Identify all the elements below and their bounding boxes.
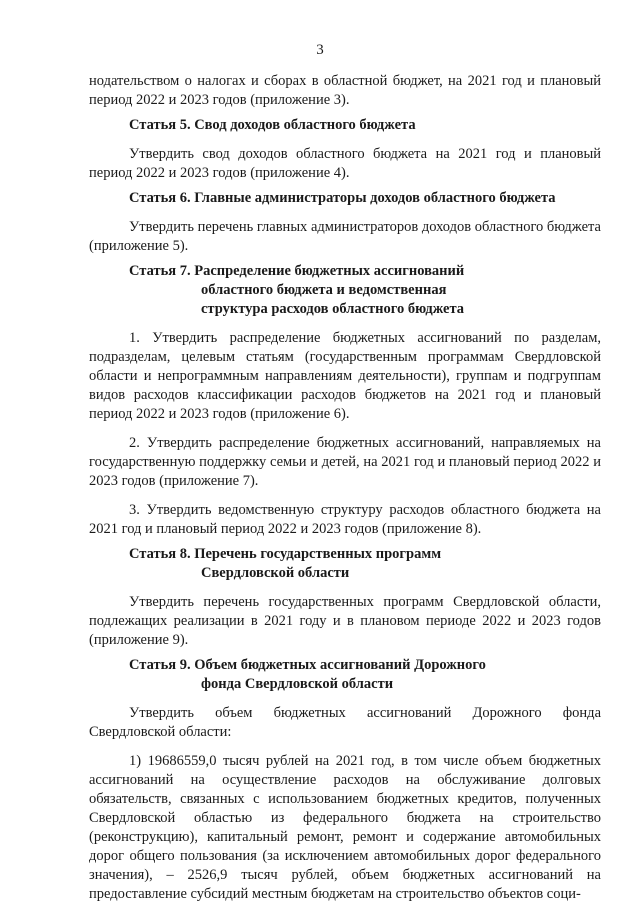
article-9-heading-line-1: Статья 9. Объем бюджетных ассигнований Дорожного bbox=[129, 657, 486, 673]
article-8-heading bbox=[129, 545, 601, 583]
article-6-heading-line-1: Статья 6. Главные администраторы доходов областного бюджета bbox=[129, 190, 556, 206]
page-number: 3 bbox=[316, 42, 324, 58]
document-body bbox=[89, 72, 601, 904]
article-8-heading-line-1: Статья 8. Перечень государственных программ bbox=[129, 546, 442, 562]
article-6-paragraph: Утвердить перечень главных администраторов доходов областного бюджета (приложение 5). bbox=[89, 219, 601, 254]
article-9-paragraph-1: Утвердить объем бюджетных ассигнований Дорожного фонда Свердловской области: bbox=[89, 705, 601, 740]
article-7-paragraph-3: 3. Утвердить ведомственную структуру расходов областного бюджета на 2021 год и плановый период 2022 и 2023 годов (приложение 8). bbox=[89, 502, 601, 537]
article-6-heading bbox=[129, 189, 601, 208]
article-7-heading bbox=[129, 262, 601, 319]
article-8-heading-line-2: Свердловской области bbox=[201, 565, 350, 581]
continuation-paragraph: нодательством о налогах и сборах в областной бюджет, на 2021 год и плановый период 2022 и 2023 годов (приложение 3). bbox=[89, 73, 601, 108]
article-5-heading-line-1: Статья 5. Свод доходов областного бюджета bbox=[129, 117, 416, 133]
article-9-heading-line-2: фонда Свердловской области bbox=[201, 676, 394, 692]
article-7-heading-line-3: структура расходов областного бюджета bbox=[201, 301, 465, 317]
article-7-paragraph-2: 2. Утвердить распределение бюджетных ассигнований, направляемых на государственную поддержку семьи и детей, на 2021 год и плановый период 2022 и 2023 годов (приложение 7). bbox=[89, 435, 601, 489]
article-5-paragraph: Утвердить свод доходов областного бюджета на 2021 год и плановый период 2022 и 2023 годов (приложение 4). bbox=[89, 146, 601, 181]
article-7-paragraph-1: 1. Утвердить распределение бюджетных ассигнований по разделам, подразделам, целевым статьям (государственным программам Свердловской области и непрограммным направлениям деятельности), группам и подгруппам видов расходов классификации расходов бюджетов на 2021 год и плановый период 2022 и 2023 годов (приложение 6). bbox=[89, 330, 601, 422]
article-9-paragraph-2: 1) 19686559,0 тысяч рублей на 2021 год, в том числе объем бюджетных ассигнований на осуществление расходов на обслуживание долговых обязательств, связанных с использованием бюджетных кредитов, полученных Свердловской областью из федерального бюджета на строительство (реконструкцию), капитальный ремонт, ремонт и содержание автомобильных дорог общего пользования (за исключением автомобильных дорог федерального значения), – 2526,9 тысяч рублей, объем бюджетных ассигнований на предоставление субсидий местным бюджетам на строительство объектов соци- bbox=[89, 753, 601, 902]
article-5-heading bbox=[129, 116, 601, 135]
article-8-paragraph: Утвердить перечень государственных программ Свердловской области, подлежащих реализации в 2021 году и в плановом периоде 2022 и 2023 годов (приложение 9). bbox=[89, 594, 601, 648]
article-9-heading bbox=[129, 656, 601, 694]
article-7-heading-line-1: Статья 7. Распределение бюджетных ассигнований bbox=[129, 263, 465, 279]
article-7-heading-line-2: областного бюджета и ведомственная bbox=[201, 282, 447, 298]
